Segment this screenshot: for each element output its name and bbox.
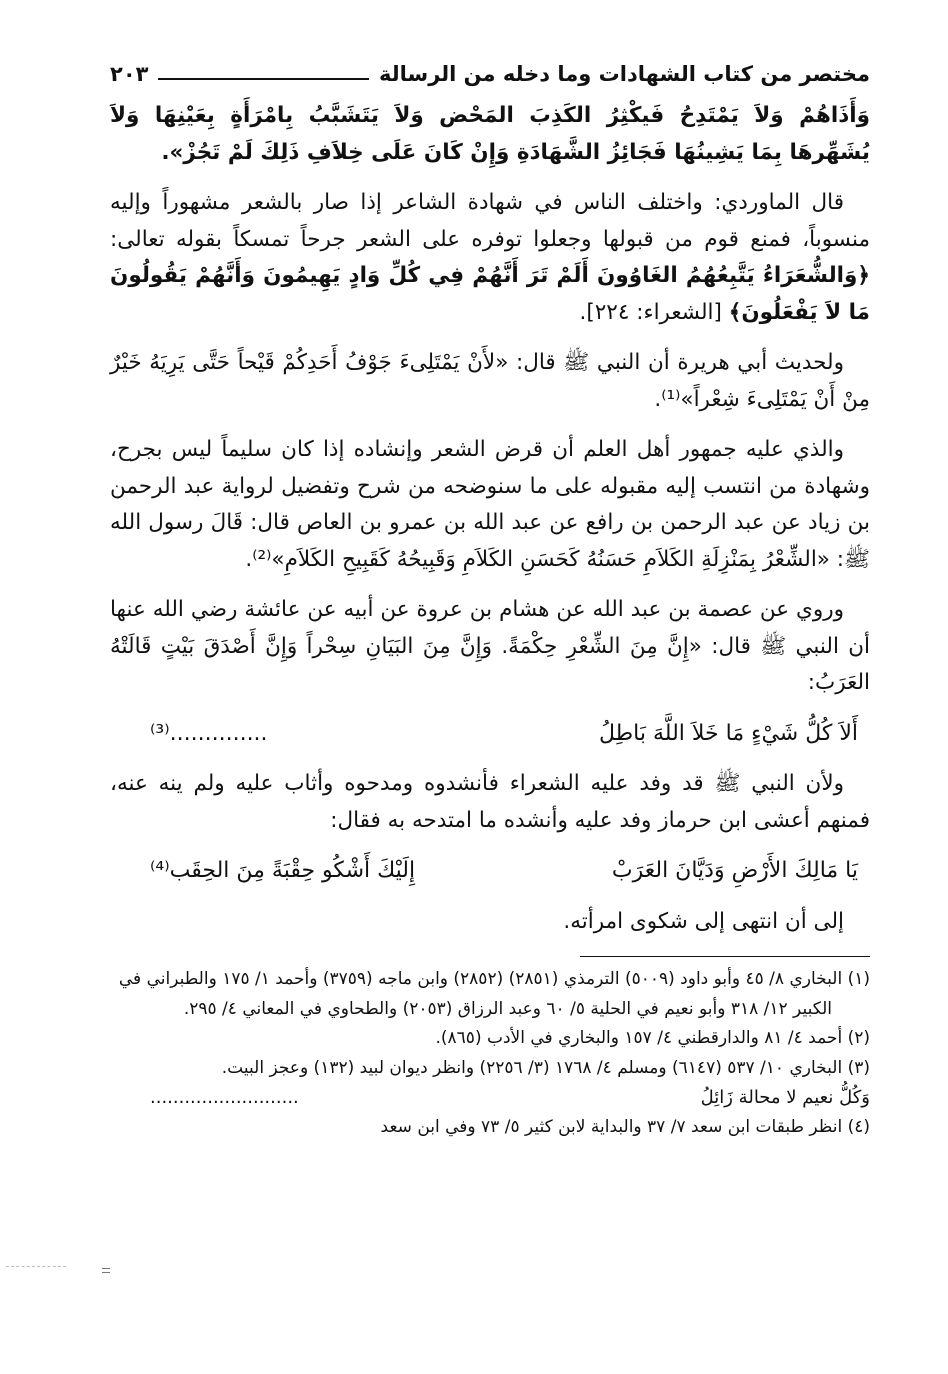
book-page (110, 58, 870, 1142)
paragraph-2-intro: قال الماوردي: واختلف الناس في شهادة الشاعر إذا صار بالشعر مشهوراً وإليه منسوباً، فمنع قوم من قبولها وجعلوا توفره على الشعر جرحاً تمسكاً بقوله تعالى: (110, 190, 870, 252)
paragraph-3: ولحديث أبي هريرة أن النبي ﷺ قال: «لأَنْ يَمْتَلِىءَ جَوْفُ أَحَدِكُمْ قَيْحاً حَتَّى يَرِيَهُ خَيْرٌ مِنْ أَنْ يَمْتَلِىءَ شِعْراً»⁽¹⁾. (110, 350, 870, 412)
header-title: مختصر من كتاب الشهادات وما دخله من الرسالة (379, 62, 870, 86)
quran-verse: ﴿وَالشُّعَرَاءُ يَتَّبِعُهُمُ الغَاوُونَ أَلَمْ تَرَ أَنَّهُمْ فِي كُلِّ وَادٍ يَهِيمُونَ وَأَنَّهُمْ يَقُولُونَ مَا لاَ يَفْعَلُونَ﴾ (110, 263, 870, 325)
verse-1-first-hemistich: أَلاَ كُلُّ شَيْءٍ مَا خَلاَ اللَّهَ بَاطِلُ (599, 720, 858, 746)
paragraph-1: وَأَذَاهُمْ وَلاَ يَمْتَدِحُ فَيكْثِرُ الكَذِبَ المَحْض وَلاَ يَتَشَبَّبُ بِامْرَأَةٍ بِعَيْنِهَا وَلاَ يُشَهِّرهَا بِمَا يَشِينُهَا فَجَائِزُ الشَّهَادَةِ وَإِنْ كَانَ عَلَى خِلاَفِ ذَلِكَ لَمْ تَجُزْ». (110, 103, 870, 165)
paragraph-4: والذي عليه جمهور أهل العلم أن قرض الشعر وإنشاده إذا كان سليماً ليس بجرح، وشهادة من انتسب إليه مقبوله على ما سنوضحه من شرح وتفضيل لرواية عبد الرحمن بن زياد عن عبد الرحمن بن رافع عن عبد الله بن عمرو بن العاص قال: قَالَ رسول الله ﷺ: «الشِّعْرُ بِمَنْزِلَةِ الكَلاَمِ حَسَنُهُ كَحَسَنِ الكَلاَمِ وَقَبِيحُهُ كَقَبِيحِ الكَلاَمِ»⁽²⁾. (110, 437, 870, 572)
header-rule (158, 78, 369, 80)
paragraph-5: وروي عن عصمة بن عبد الله عن هشام بن عروة عن أبيه عن عائشة رضي الله عنها أن النبي ﷺ قال: «إِنَّ مِنَ الشِّعْرِ حِكْمَةً. وَإِنَّ مِنَ البَيَانِ سِحْراً وَإِنَّ أَصْدَقَ بَيْتٍ قَالَتْهُ العَرَبُ: (110, 597, 870, 695)
page-number: ٢٠٣ (110, 62, 149, 86)
footnote-3-verse-first: وَكُلُّ نعيم لا محالة زَائِلُ (700, 1087, 870, 1108)
main-text (110, 98, 870, 940)
paragraph-2 (110, 185, 870, 331)
verse-1-second-hemistich: ..............⁽³⁾ (150, 720, 268, 746)
paragraph-7: إلى أن انتهى إلى شكوى امرأته. (563, 908, 844, 934)
footnote-3: (٣) البخاري ١٠/ ٥٣٧ (٦١٤٧) ومسلم ٤/ ١٧٦٨ (٣/ ٢٢٥٦) وانظر ديوان لبيد (١٣٢) وعجز البيت. (221, 1057, 870, 1078)
footnote-1: (١) البخاري ٨/ ٤٥ وأبو داود (٥٠٠٩) الترمذي (٢٨٥١) (٢٨٥٢) وابن ماجه (٣٧٥٩) وأحمد ١/ ١٧٥ والطبراني في الكبير ١٢/ ٣١٨ وأبو نعيم في الحلية ٥/ ٦٠ وعبد الرزاق (٢٠٥٣) والطحاوي في المعاني ٤/ ٢٩٥. (118, 969, 870, 1019)
verse-2-second-hemistich: إِلَيْكَ أَشْكُو حِقْبَةً مِنَ الحِقَب⁽⁴⁾ (150, 858, 416, 883)
running-header (110, 58, 870, 86)
paragraph-6: ولأن النبي ﷺ قد وفد عليه الشعراء فأنشدوه ومدحوه وأثاب عليه ولم ينه عنه، فمنهم أعشى ابن حرماز وفد عليه وأنشده ما امتدحه به فقال: (110, 771, 870, 833)
footnote-separator (580, 956, 870, 957)
verse-2-first-hemistich: يَا مَالِكَ الأَرْضِ وَدَيَّانَ العَرَبْ (611, 858, 858, 883)
scan-artifact-line (6, 1266, 66, 1267)
poetry-line-2 (110, 853, 870, 890)
poetry-line-1 (110, 716, 870, 753)
scan-artifact-mark (102, 1268, 110, 1273)
footnote-2: (٢) أحمد ٤/ ٨١ والدارقطني ٤/ ١٥٧ والبخاري في الأدب (٨٦٥). (435, 1028, 870, 1048)
footnote-3-verse (110, 1083, 870, 1113)
footnotes (110, 965, 870, 1142)
footnote-3-verse-second: .......................... (150, 1087, 299, 1108)
quran-reference: [الشعراء: ٢٢٤]. (579, 299, 722, 325)
footnote-4: (٤) انظر طبقات ابن سعد ٧/ ٣٧ والبداية لابن كثير ٥/ ٧٣ وفي ابن سعد (380, 1116, 870, 1137)
